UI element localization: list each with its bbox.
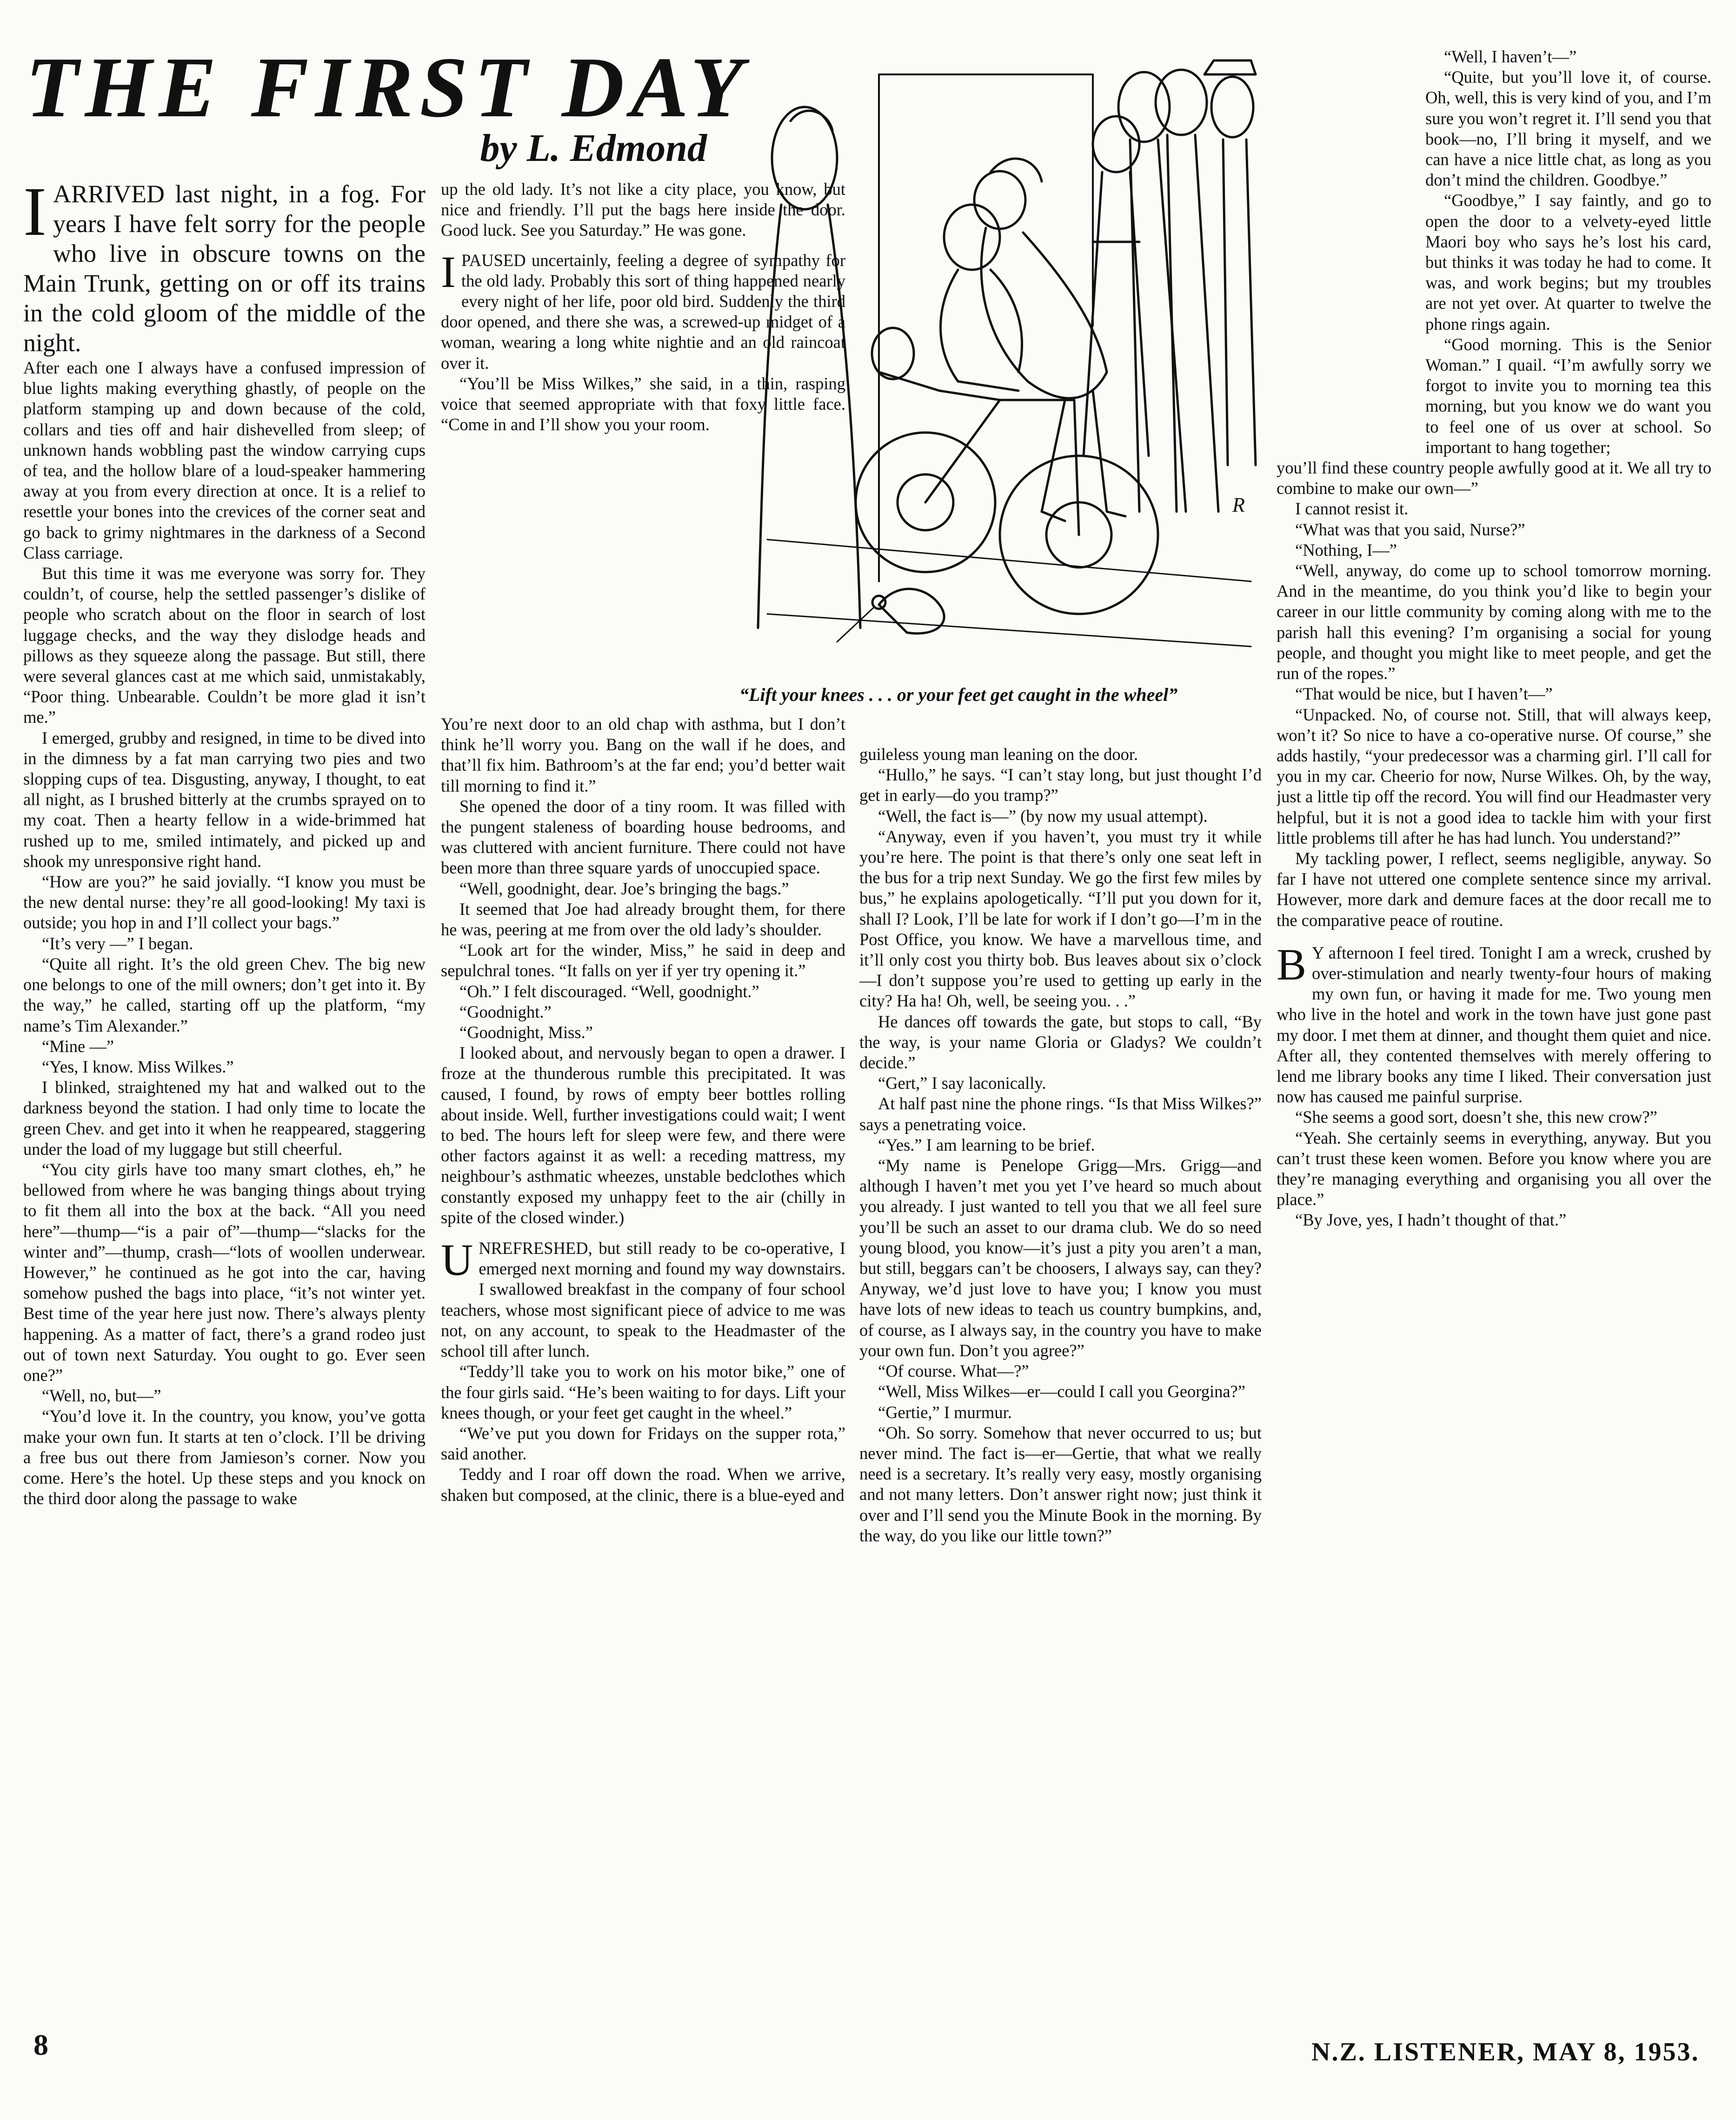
paragraph: At half past nine the phone rings. “Is that Miss Wilkes?” says a penetrating voice. xyxy=(859,1094,1262,1134)
paragraph: Teddy and I roar off down the road. When we arrive, shaken but composed, at the clinic, there is a blue-eyed and xyxy=(441,1465,845,1505)
paragraph: “We’ve put you down for Fridays on the supper rota,” said another. xyxy=(441,1423,845,1464)
paragraph: “You’d love it. In the country, you know, you’ve gotta make your own fun. It starts at ten o’clock. I’ll be driving a free bus out there from Jamieson’s corner. Now you come. Here’s the hotel. Up these steps and you knock on the third door along the passage to wake xyxy=(23,1406,426,1508)
paragraph: I looked about, and nervously began to open a drawer. I froze at the thunderous rumble this precipitated. It was caused, I found, by rows of empty beer bottles rolling about inside. Well, further investigations could wait; I went to bed. The hours left for sleep were few, and there were other factors against it as well: a receding mattress, my neighbour’s asthmatic wheezes, unstable bedclothes which constantly exposed my unhappy feet to the air (chilly in spite of the closed winder.) xyxy=(441,1043,845,1227)
paragraph: “Oh.” I felt discouraged. “Well, goodnight.” xyxy=(459,981,759,1001)
paragraph: guileless young man leaning on the door. xyxy=(859,745,1138,764)
column-2-bottom xyxy=(441,714,845,2016)
drop-cap: I xyxy=(23,179,47,250)
paragraph: You’re next door to an old chap with asthma, but I don’t think he’ll worry you. Bang on the wall if he does, and that’ll fix him. Bathroom’s at the far end; you’d better wait till morning to find it.” xyxy=(441,714,845,795)
paragraph: “Well, anyway, do come up to school tomorrow morning. And in the meantime, do you think you’d like to begin your career in our little community by coming along with me to the parish hall this evening? I’m organising a social for young people, and thought you might like to meet people, and get the run of the ropes.” xyxy=(1277,561,1711,683)
illustration-signature: R xyxy=(1232,493,1245,516)
paragraph: “That would be nice, but I haven’t—” xyxy=(1295,684,1553,704)
paragraph: “Teddy’ll take you to work on his motor bike,” one of the four girls said. “He’s been waiting to for days. Lift your knees though, or your feet get caught in the wheel.” xyxy=(441,1362,845,1422)
paragraph: She opened the door of a tiny room. It was filled with the pungent staleness of boarding house bedrooms, and was cluttered with ancient furniture. There could not have been more than three square yards of unoccupied space. xyxy=(441,796,845,878)
drop-cap: I xyxy=(441,247,456,297)
paragraph: “You’ll be Miss Wilkes,” she said, in a thin, rasping voice that seemed appropriate with that foxy little face. “Come in and I’ll show you your room. xyxy=(441,373,845,434)
section-paragraph xyxy=(441,1235,845,1361)
lead-text: ARRIVED last night, in a fog. For years I have felt sorry for the people who live in obscure towns on the Main Trunk, getting on or off its trains in the cold gloom of the middle of the night. xyxy=(23,180,426,357)
paragraph: “Gertie,” I murmur. xyxy=(878,1402,1012,1422)
paragraph: you’ll find these country people awfully good at it. We all try to combine to make our own—” xyxy=(1277,458,1711,498)
paragraph-text: NREFRESHED, but still ready to be co-operative, I emerged next morning and found my way downstairs. I swallowed breakfast in the company of four school teachers, whose most significant piece of advice to me was not, on any account, to speak to the Headmaster of the school till after lunch. xyxy=(441,1239,845,1361)
paragraph: “Quite all right. It’s the old green Chev. The big new one belongs to one of the mill owners; don’t get into it. By the way,” he called, starting off up the platform, “my name’s Tim Alexander.” xyxy=(23,954,426,1035)
page-number: 8 xyxy=(33,2028,48,2061)
paragraph: “She seems a good sort, doesn’t she, this new crow?” xyxy=(1295,1107,1657,1127)
paragraph: My tackling power, I reflect, seems negligible, anyway. So far I have not uttered one complete sentence since my arrival. However, more dark and demure faces at the door recall me to the comparative peace of routine. xyxy=(1277,848,1711,930)
paragraph: “How are you?” he said jovially. “I know you must be the new dental nurse: they’re all good-looking! My taxi is outside; you hop in and I’ll collect your bags.” xyxy=(23,872,426,933)
paragraph: “Nothing, I—” xyxy=(1295,540,1397,560)
paragraph: “Well, no, but—” xyxy=(42,1386,161,1406)
paragraph: I emerged, grubby and resigned, in time to be dived into in the dimness by a fat man carrying two pies and two slopping cups of tea. Disgusting, anyway, I thought, to eat all night, as I brushed bitterly at the crumbs sprayed on to my coat. Then a hearty fellow in a wide-brimmed hat rushed up to me, smiled intimately, and picked up and shook my unresponsive right hand. xyxy=(23,728,426,871)
column-4 xyxy=(1277,47,1711,2000)
paragraph: It seemed that Joe had already brought them, for there he was, peering at me from over the old lady’s shoulder. xyxy=(441,899,845,940)
paragraph: “Anyway, even if you haven’t, you must try it while you’re here. The point is that there’s only one seat left in the bus for a trip next Sunday. We go the first few miles by bus,” he explains apologetically. “I’ll put you down for it, shall I? Look, I’ll be late for work if I don’t go—I’m in the Post Office, you know. We have a marvellous time, and it’ll only cost you thirty bob. Bus leaves about six o’clock—I don’t suppose you’re used to getting up early in the city? Ha ha! Oh, well, be seeing you. . .” xyxy=(859,826,1262,1011)
paragraph: “Mine —” xyxy=(42,1036,114,1056)
paragraph-text: PAUSED uncertainly, feeling a degree of sympathy for the old lady. Probably this sort of thing happened nearly every night of her life, poor old bird. Suddenly the third door opened, and there she was, a screwed-up midget of a woman, wearing a long white nightie and an old raincoat over it. xyxy=(441,250,845,373)
paragraph: “By Jove, yes, I hadn’t thought of that.” xyxy=(1295,1210,1567,1230)
paragraph: But this time it was me everyone was sorry for. They couldn’t, of course, help the settled passenger’s dislike of people who scratch about on the floor in search of lost luggage checks, and the way they dislodge heads and pillows as they squeeze along the passage. But still, there were several glances cast at me which said, unmistakably, “Poor thing. Unbearable. Couldn’t be more glad it isn’t me.” xyxy=(23,564,426,727)
paragraph: “Well, goodnight, dear. Joe’s bringing the bags.” xyxy=(459,879,789,898)
column-3 xyxy=(859,744,1262,2016)
motorbike-illustration xyxy=(739,47,1260,651)
paragraph: “Yes.” I am learning to be brief. xyxy=(878,1135,1095,1154)
illustration-caption: “Lift your knees . . . or your feet get caught in the wheel” xyxy=(739,684,1178,705)
paragraph: “Goodbye,” I say faintly, and go to open the door to a velvety-eyed little Maori boy who says he’s lost his card, but thinks it was today he had to come. It was, and work begins; but my troubles are not yet over. At quarter to twelve the phone rings again. xyxy=(1425,191,1711,333)
paragraph: “Gert,” I say laconically. xyxy=(878,1073,1046,1093)
paragraph: “Well, Miss Wilkes—er—could I call you Georgina?” xyxy=(878,1382,1245,1401)
paragraph: “Oh. So sorry. Somehow that never occurred to us; but never mind. The fact is—er—Gertie, that what we really need is a secretary. It’s really very easy, mostly organising and not many letters. Don’t answer right now; just think it over and I’ll send you the Minute Book in the morning. By the way, do you like our little town?” xyxy=(859,1423,1262,1545)
article-title: THE FIRST DAY xyxy=(26,40,750,135)
paragraph: I blinked, straightened my hat and walked out to the darkness beyond the station. I had only time to locate the green Chev. and get into it when he reappeared, staggering under the load of my luggage but still cheerful. xyxy=(23,1078,426,1159)
paragraph: “My name is Penelope Grigg—Mrs. Grigg—and although I haven’t met you yet I’ve heard so much about you already. I just wanted to tell you that we all feel sure you’ll be such an asset to our drama club. We do so need young blood, you know—it’s just a pity you aren’t a man, but still, beggars can’t be choosers, I always say, can they? Anyway, we’d just love to have you; I know you must have lots of new ideas to teach us country bumpkins, and, of course, as I always say, in the country you have to make your own fun. Don’t you agree?” xyxy=(859,1156,1262,1360)
paragraph: “What was that you said, Nurse?” xyxy=(1295,520,1525,539)
paragraph: “Yes, I know. Miss Wilkes.” xyxy=(42,1057,234,1076)
byline: by L. Edmond xyxy=(480,127,707,170)
paragraph: “Goodnight, Miss.” xyxy=(459,1023,593,1042)
paragraph: “It’s very —” I began. xyxy=(42,933,193,953)
drop-cap: B xyxy=(1277,939,1307,989)
section-paragraph xyxy=(1277,939,1711,1107)
paragraph: “Well, the fact is—” (by now my usual attempt). xyxy=(878,806,1208,826)
paragraph: “Well, I haven’t—” xyxy=(1444,47,1577,66)
paragraph: “Of course. What—?” xyxy=(878,1361,1029,1381)
paragraph: I cannot resist it. xyxy=(1295,499,1409,519)
publication-footer: N.Z. LISTENER, MAY 8, 1953. xyxy=(1311,2038,1700,2066)
paragraph: “Yeah. She certainly seems in everything, anyway. But you can’t trust these keen women. Before you know where you are they’re managing everything and organising you all over the place.” xyxy=(1277,1128,1711,1209)
paragraph: “Goodnight.” xyxy=(459,1002,552,1021)
paragraph: up the old lady. It’s not like a city place, you know, but nice and friendly. I’ll put the bags here inside the door. Good luck. See you Saturday.” He was gone. xyxy=(441,180,845,240)
paragraph: “Hullo,” he says. “I can’t stay long, but just thought I’d get in early—do you tramp?” xyxy=(859,765,1262,805)
paragraph: “Unpacked. No, of course not. Still, that will always keep, won’t it? So nice to have a co-operative nurse. Of course,” she adds hastily, “your predecessor was a charming girl. I’ll call for you in my car. Cheerio for now, Nurse Wilkes. Oh, by the way, just a little tip off the record. You will find our Headmaster very helpful, but it is not a good idea to tackle him with your first little problems till after he has had lunch. You understand?” xyxy=(1277,705,1711,847)
paragraph: “Look art for the winder, Miss,” he said in deep and sepulchral tones. “It falls on yer if yer try opening it.” xyxy=(441,940,845,980)
lead-paragraph xyxy=(23,179,426,358)
paragraph-text: Y afternoon I feel tired. Tonight I am a wreck, crushed by over-stimulation and nearly twenty-four hours of making my own fun, or having it made for me. Two young men who live in the hotel and work in the town have just gone past my door. I met them at dinner, and thought them quiet and nice. After all, they contented themselves with merely offering to lend me library books any time I liked. Their conversation just now has caused me painful surprise. xyxy=(1277,943,1711,1106)
drop-cap: U xyxy=(441,1235,473,1285)
paragraph: After each one I always have a confused impression of blue lights making everything ghastly, of people on the platform stamping up and down because of the cold, collars and ties off and hair dishevelled from sleep; of unknown hands wobbling past the window carrying cups of tea, and the hollow blare of a loud-speaker hammering away at you from every direction at once. It is a relief to resettle your bones into the crevices of the corner seat and go back to grimy nightmares in the darkness of a Second Class carriage. xyxy=(23,358,426,562)
paragraph: “Quite, but you’ll love it, of course. Oh, well, this is very kind of you, and I’m sure you won’t regret it. I’ll send you that book—no, I’ll bring it myself, and we can have a nice little chat, as long as you don’t mind the children. Goodbye.” xyxy=(1425,67,1711,190)
paragraph: “Good morning. This is the Senior Woman.” I quail. “I’m awfully sorry we forgot to invite you to morning tea this morning, but you know we do want you to feel one of us over at school. So important to hang together; xyxy=(1425,334,1711,457)
paragraph: “You city girls have too many smart clothes, eh,” he bellowed from where he was banging things about trying to fit them all into the box at the back. “All you need here”—thump—“is a pair of”—thump—“slacks for the winter and”—thump, crash—“lots of woollen underwear. However,” he continued as he got into the car, having somehow pushed the bags into place, “it’s not winter yet. Best time of the year here just now. There’s always plenty happening. As a matter of fact, there’s a grand rodeo just out of town next Saturday. You ought to go. Ever seen one?” xyxy=(23,1159,426,1385)
column-4-narrow xyxy=(1425,47,1711,458)
paragraph: He dances off towards the gate, but stops to call, “By the way, is your name Gloria or Gladys? We couldn’t decide.” xyxy=(859,1012,1262,1073)
column-1 xyxy=(23,179,426,2016)
